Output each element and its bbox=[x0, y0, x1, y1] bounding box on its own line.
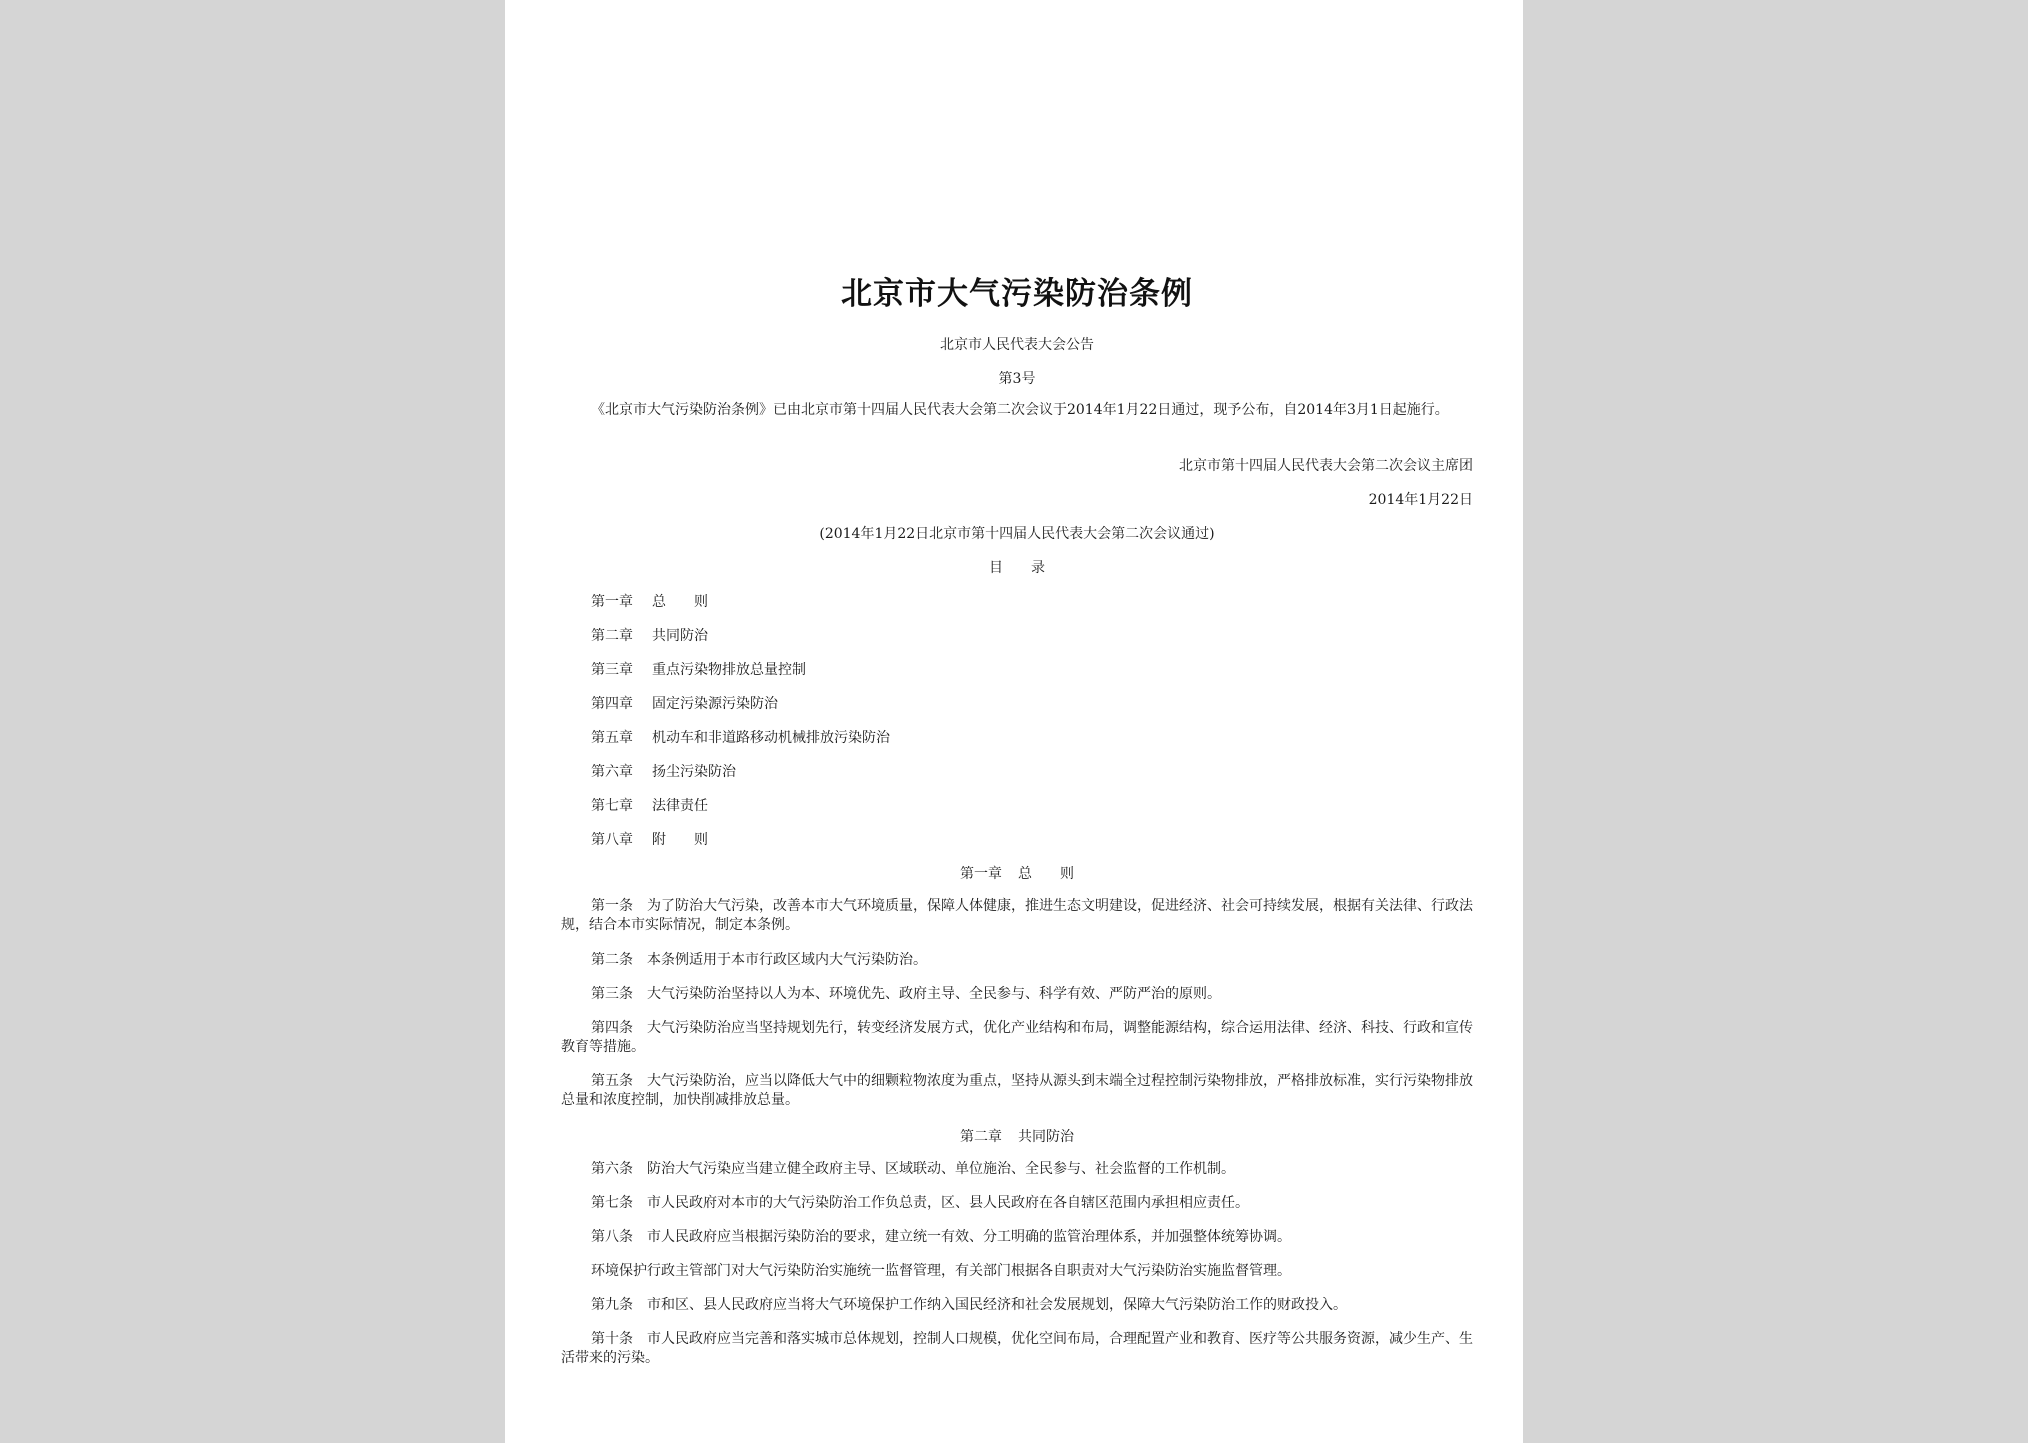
toc-item bbox=[591, 829, 708, 849]
toc-item bbox=[591, 795, 708, 815]
toc-chapter-title: 共同防治 bbox=[652, 628, 708, 644]
article-paragraph: 环境保护行政主管部门对大气污染防治实施统一监督管理，有关部门根据各自职责对大气污染防治实施监督管理。 bbox=[591, 1263, 1291, 1279]
article-paragraph bbox=[561, 1019, 1473, 1057]
article-text: 市人民政府应当完善和落实城市总体规划，控制人口规模，优化空间布局，合理配置产业和教育、医疗等公共服务资源，减少生产、生活带来的污染。 bbox=[561, 1331, 1473, 1366]
article-label: 第二条 bbox=[591, 952, 633, 968]
article-label: 第十条 bbox=[591, 1331, 633, 1347]
announcement-text: 《北京市大气污染防治条例》已由北京市第十四届人民代表大会第二次会议于2014年1月22日通过，现予公布，自2014年3月1日起施行。 bbox=[591, 402, 1449, 418]
passed-note: (2014年1月22日北京市第十四届人民代表大会第二次会议通过) bbox=[819, 526, 1215, 542]
article-label: 第五条 bbox=[591, 1073, 633, 1089]
toc-chapter-number: 第一章 bbox=[591, 594, 633, 610]
article-text: 大气污染防治坚持以人为本、环境优先、政府主导、全民参与、科学有效、严防严治的原则。 bbox=[647, 986, 1221, 1002]
toc-item bbox=[591, 727, 890, 747]
article-label: 第四条 bbox=[591, 1020, 633, 1036]
article-text: 市人民政府应当根据污染防治的要求，建立统一有效、分工明确的监管治理体系，并加强整体统筹协调。 bbox=[647, 1229, 1291, 1245]
article-text: 大气污染防治应当坚持规划先行，转变经济发展方式，优化产业结构和布局，调整能源结构，综合运用法律、经济、科技、行政和宣传教育等措施。 bbox=[561, 1020, 1473, 1055]
toc-item bbox=[591, 625, 708, 645]
article-paragraph bbox=[561, 1160, 1473, 1179]
article-text: 市和区、县人民政府应当将大气环境保护工作纳入国民经济和社会发展规划，保障大气污染防治工作的财政投入。 bbox=[647, 1297, 1347, 1313]
chapter-heading bbox=[561, 1126, 1473, 1146]
article-label: 第九条 bbox=[591, 1297, 633, 1313]
document-page bbox=[505, 0, 1523, 1443]
article-paragraph bbox=[561, 951, 1473, 970]
announcement-number: 第3号 bbox=[998, 371, 1036, 387]
toc-chapter-number: 第七章 bbox=[591, 798, 633, 814]
toc-chapter-title: 附 则 bbox=[652, 832, 708, 848]
article-paragraph bbox=[561, 897, 1473, 935]
article-label: 第三条 bbox=[591, 986, 633, 1002]
toc-item bbox=[591, 761, 736, 781]
article-label: 第六条 bbox=[591, 1161, 633, 1177]
toc-chapter-number: 第二章 bbox=[591, 628, 633, 644]
issuer: 北京市第十四届人民代表大会第二次会议主席团 bbox=[1179, 458, 1473, 474]
toc-chapter-title: 固定污染源污染防治 bbox=[652, 696, 778, 712]
toc-chapter-title: 扬尘污染防治 bbox=[652, 764, 736, 780]
toc-chapter-number: 第八章 bbox=[591, 832, 633, 848]
article-label: 第八条 bbox=[591, 1229, 633, 1245]
article-paragraph bbox=[561, 985, 1473, 1004]
announcement-heading: 北京市人民代表大会公告 bbox=[940, 337, 1094, 353]
article-paragraph bbox=[561, 1228, 1473, 1247]
article-text: 大气污染防治，应当以降低大气中的细颗粒物浓度为重点，坚持从源头到末端全过程控制污染物排放，严格排放标准，实行污染物排放总量和浓度控制，加快削减排放总量。 bbox=[561, 1073, 1473, 1108]
article-text: 本条例适用于本市行政区域内大气污染防治。 bbox=[647, 952, 927, 968]
toc-chapter-title: 重点污染物排放总量控制 bbox=[652, 662, 806, 678]
article-label: 第一条 bbox=[591, 898, 633, 914]
toc-item bbox=[591, 659, 806, 679]
chapter-heading bbox=[561, 863, 1473, 883]
article-paragraph bbox=[561, 1330, 1473, 1368]
issue-date: 2014年1月22日 bbox=[1368, 492, 1473, 508]
toc-item bbox=[591, 693, 778, 713]
article-text: 市人民政府对本市的大气污染防治工作负总责，区、县人民政府在各自辖区范围内承担相应责任。 bbox=[647, 1195, 1249, 1211]
article-paragraph bbox=[561, 1072, 1473, 1110]
toc-item bbox=[591, 591, 708, 611]
document-title: 北京市大气污染防治条例 bbox=[841, 276, 1193, 312]
article-paragraph bbox=[561, 1194, 1473, 1213]
toc-chapter-number: 第六章 bbox=[591, 764, 633, 780]
article-label: 第七条 bbox=[591, 1195, 633, 1211]
toc-chapter-number: 第三章 bbox=[591, 662, 633, 678]
chapter-title: 总 则 bbox=[1018, 866, 1074, 882]
chapter-title: 共同防治 bbox=[1018, 1129, 1074, 1145]
toc-chapter-title: 机动车和非道路移动机械排放污染防治 bbox=[652, 730, 890, 746]
article-text: 为了防治大气污染，改善本市大气环境质量，保障人体健康，推进生态文明建设，促进经济、社会可持续发展，根据有关法律、行政法规，结合本市实际情况，制定本条例。 bbox=[561, 898, 1473, 933]
article-paragraph bbox=[561, 1296, 1473, 1315]
toc-heading: 目 录 bbox=[989, 560, 1045, 576]
chapter-number: 第二章 bbox=[960, 1129, 1002, 1145]
toc-chapter-title: 总 则 bbox=[652, 594, 708, 610]
toc-chapter-number: 第四章 bbox=[591, 696, 633, 712]
chapter-number: 第一章 bbox=[960, 866, 1002, 882]
article-text: 防治大气污染应当建立健全政府主导、区域联动、单位施治、全民参与、社会监督的工作机制。 bbox=[647, 1161, 1235, 1177]
toc-chapter-title: 法律责任 bbox=[652, 798, 708, 814]
toc-chapter-number: 第五章 bbox=[591, 730, 633, 746]
